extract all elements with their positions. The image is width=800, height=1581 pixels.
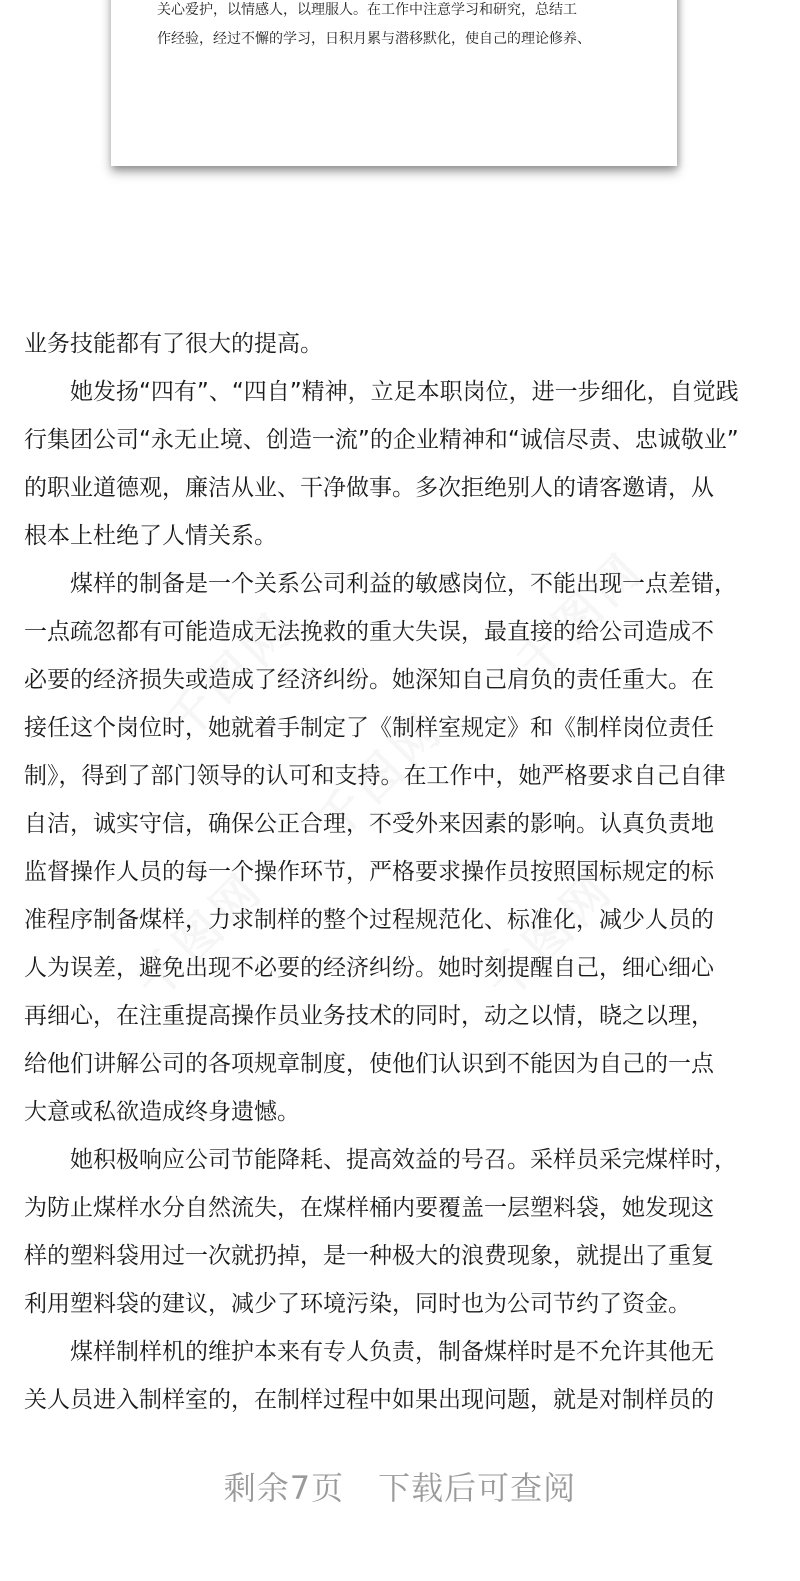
body-line: 为防止煤样水分自然流失，在煤样桶内要覆盖一层塑料袋，她发现这	[24, 1195, 714, 1221]
body-line: 她发扬“四有”、“四自”精神，立足本职岗位，进一步细化，自觉践	[24, 379, 739, 405]
body-line: 接任这个岗位时，她就着手制定了《制样室规定》和《制样岗位责任	[24, 715, 714, 741]
body-line: 煤样制样机的维护本来有专人负责，制备煤样时是不允许其他无	[24, 1339, 714, 1365]
preview-line: 作经验，经过不懈的学习，日积月累与潜移默化，使自己的理论修养、	[157, 31, 591, 47]
body-line: 给他们讲解公司的各项规章制度，使他们认识到不能因为自己的一点	[24, 1051, 714, 1077]
download-to-view-label: 下载后可查阅	[378, 1469, 577, 1507]
body-line: 行集团公司“永无止境、创造一流”的企业精神和“诚信尽责、忠诚敬业”	[24, 427, 739, 453]
body-line: 业务技能都有了很大的提高。	[24, 331, 323, 357]
body-line: 人为误差，避免出现不必要的经济纠纷。她时刻提醒自己，细心细心	[24, 955, 714, 981]
body-line: 样的塑料袋用过一次就扔掉，是一种极大的浪费现象，就提出了重复	[24, 1243, 714, 1269]
body-line: 关人员进入制样室的，在制样过程中如果出现问题，就是对制样员的	[24, 1387, 714, 1413]
body-line: 大意或私欲造成终身遗憾。	[24, 1099, 300, 1125]
body-line: 必要的经济损失或造成了经济纠纷。她深知自己肩负的责任重大。在	[24, 667, 714, 693]
body-line: 一点疏忽都有可能造成无法挽救的重大失误，最直接的给公司造成不	[24, 619, 714, 645]
body-line: 准程序制备煤样，力求制样的整个过程规范化、标准化，减少人员的	[24, 907, 714, 933]
body-line: 她积极响应公司节能降耗、提高效益的号召。采样员采完煤样时，	[24, 1147, 737, 1173]
preview-line: 关心爱护，以情感人，以理服人。在工作中注意学习和研究，总结工	[157, 2, 577, 18]
body-line: 根本上杜绝了人情关系。	[24, 523, 277, 549]
document-body	[24, 320, 776, 1424]
body-line: 的职业道德观，廉洁从业、干净做事。多次拒绝别人的请客邀请，从	[24, 475, 714, 501]
body-line: 制》，得到了部门领导的认可和支持。在工作中，她严格要求自己自律	[24, 763, 726, 789]
preview-page-card	[111, 0, 677, 166]
body-line: 自洁，诚实守信，确保公正合理，不受外来因素的影响。认真负责地	[24, 811, 714, 837]
body-line: 煤样的制备是一个关系公司利益的敏感岗位，不能出现一点差错，	[24, 571, 737, 597]
download-prompt[interactable]	[0, 1463, 800, 1509]
body-line: 监督操作人员的每一个操作环节，严格要求操作员按照国标规定的标	[24, 859, 714, 885]
body-line: 再细心，在注重提高操作员业务技术的同时，动之以情，晓之以理，	[24, 1003, 714, 1029]
body-line: 利用塑料袋的建议，减少了环境污染，同时也为公司节约了资金。	[24, 1291, 691, 1317]
remaining-pages-label: 剩余7页	[223, 1469, 345, 1507]
